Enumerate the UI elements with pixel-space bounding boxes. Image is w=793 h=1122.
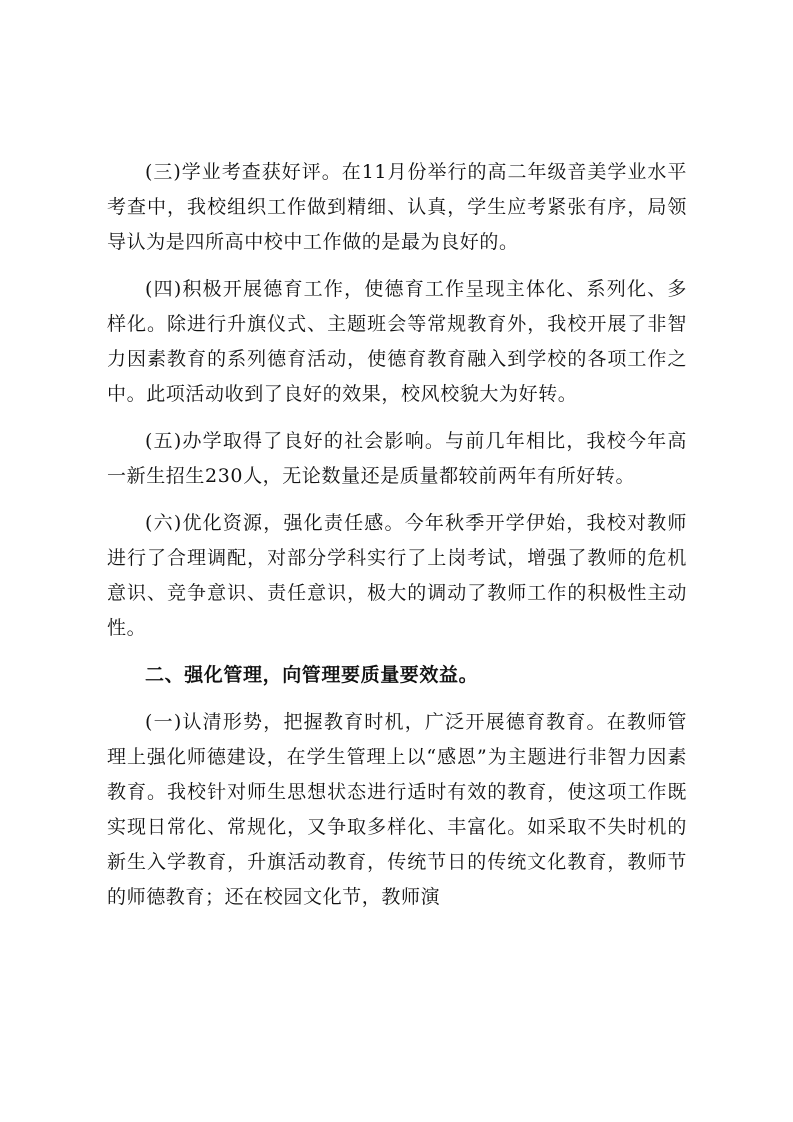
paragraph-moral-education: (四)积极开展德育工作，使德育工作呈现主体化、系列化、多样化。除进行升旗仪式、主题班会等常规教育外，我校开展了非智力因素教育的系列德育活动，使德育教育融入到学校的各项工作之中。此项活动收到了良好的效果，校风校貌大为好转。	[107, 278, 687, 405]
paragraph-moral-education-timing: (一)认清形势，把握教育时机，广泛开展德育教育。在教师管理上强化师德建设，在学生管理上以“感恩”为主题进行非智力因素教育。我校针对师生思想状态进行适时有效的教育，使这项工作既实现日常化、常规化，又争取多样化、丰富化。如采取不失时机的新生入学教育，升旗活动教育，传统节日的传统文化教育，教师节的师德教育；还在校园文化节，教师演	[107, 711, 687, 908]
section-heading: 二、强化管理，向管理要质量要效益。	[145, 664, 479, 686]
paragraph-social-impact: (五)办学取得了良好的社会影响。与前几年相比，我校今年高一新生招生230人，无论数量还是质量都较前两年有所好转。	[107, 430, 687, 487]
paragraph-resource-optimization: (六)优化资源，强化责任感。今年秋季开学伊始，我校对教师进行了合理调配，对部分学科实行了上岗考试，增强了教师的危机意识、竞争意识、责任意识，极大的调动了教师工作的积极性主动性。	[107, 512, 687, 639]
document-body	[107, 155, 687, 927]
paragraph-academic-review: (三)学业考查获好评。在11月份举行的高二年级音美学业水平考查中，我校组织工作做到精细、认真，学生应考紧张有序，局领导认为是四所高中校中工作做的是最为良好的。	[107, 161, 687, 253]
